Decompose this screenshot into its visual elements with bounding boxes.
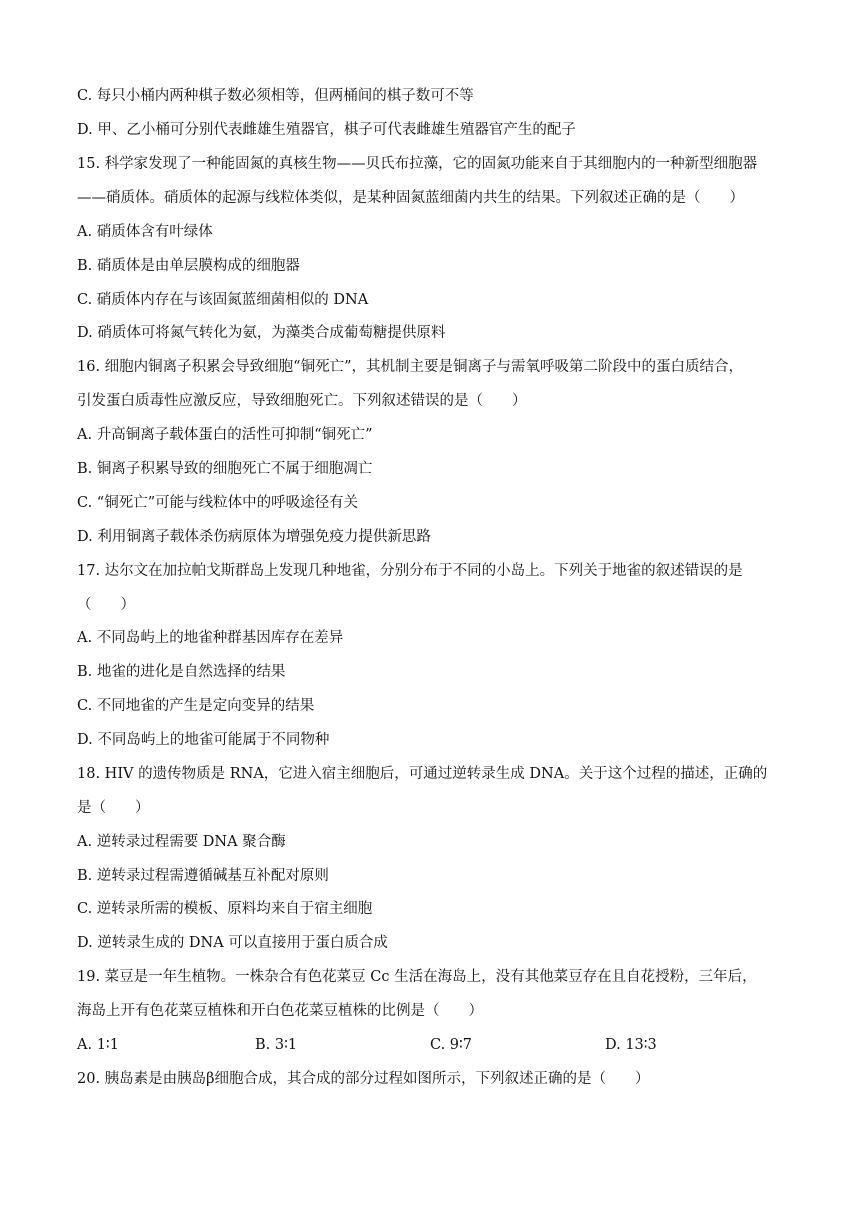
q15-stem-line-1: 15. 科学家发现了一种能固氮的真核生物——贝氏布拉藻，它的固氮功能来自于其细胞内的一种新型细胞器	[77, 156, 758, 172]
q18-stem-line-1: 18. HIV 的遗传物质是 RNA，它进入宿主细胞后，可通过逆转录生成 DNA。关于这个过程的描述，正确的	[77, 766, 768, 782]
q19-stem-line-1: 19. 菜豆是一年生植物。一株杂合有色花菜豆 Cc 生活在海岛上，没有其他菜豆存在且自花授粉，三年后，	[77, 969, 757, 985]
q18-stem-line-2: 是（ ）	[77, 800, 150, 816]
q17-stem-line-1: 17. 达尔文在加拉帕戈斯群岛上发现几种地雀，分别分布于不同的小岛上。下列关于地雀的叙述错误的是	[77, 563, 743, 579]
q15-stem-line-2: ——硝质体。硝质体的起源与线粒体类似，是某种固氮蓝细菌内共生的结果。下列叙述正确的是（ ）	[77, 190, 744, 206]
q17-stem-line-2: （ ）	[77, 597, 135, 613]
q14-option-c: C. 每只小桶内两种棋子数必须相等，但两桶间的棋子数可不等	[77, 88, 474, 104]
q15-option-a: A. 硝质体含有叶绿体	[77, 224, 213, 240]
q17-option-b: B. 地雀的进化是自然选择的结果	[77, 664, 286, 680]
q16-stem-line-2: 引发蛋白质毒性应激反应，导致细胞死亡。下列叙述错误的是（ ）	[77, 393, 527, 409]
q19-option-a: A. 1∶1	[77, 1037, 119, 1053]
q18-option-a: A. 逆转录过程需要 DNA 聚合酶	[77, 834, 286, 850]
q14-option-d: D. 甲、乙小桶可分别代表雌雄生殖器官，棋子可代表雌雄生殖器官产生的配子	[77, 122, 576, 138]
q16-option-a: A. 升高铜离子载体蛋白的活性可抑制“铜死亡”	[77, 427, 373, 443]
q19-option-d: D. 13∶3	[605, 1037, 657, 1053]
q17-option-d: D. 不同岛屿上的地雀可能属于不同物种	[77, 732, 330, 748]
q20-stem: 20. 胰岛素是由胰岛β细胞合成，其合成的部分过程如图所示，下列叙述正确的是（ ）	[77, 1071, 650, 1087]
q19-options-row	[77, 1035, 787, 1055]
q16-option-b: B. 铜离子积累导致的细胞死亡不属于细胞凋亡	[77, 461, 373, 477]
q16-stem-line-1: 16. 细胞内铜离子积累会导致细胞“铜死亡”，其机制主要是铜离子与需氧呼吸第二阶段中的蛋白质结合，	[77, 359, 743, 375]
q19-option-c: C. 9∶7	[430, 1037, 473, 1053]
q18-option-c: C. 逆转录所需的模板、原料均来自于宿主细胞	[77, 901, 373, 917]
q16-option-d: D. 利用铜离子载体杀伤病原体为增强免疫力提供新思路	[77, 529, 431, 545]
q15-option-b: B. 硝质体是由单层膜构成的细胞器	[77, 258, 300, 274]
q19-option-b: B. 3∶1	[255, 1037, 298, 1053]
q18-option-d: D. 逆转录生成的 DNA 可以直接用于蛋白质合成	[77, 935, 388, 951]
q19-stem-line-2: 海岛上开有色花菜豆植株和开白色花菜豆植株的比例是（ ）	[77, 1003, 483, 1019]
q15-option-d: D. 硝质体可将氮气转化为氨，为藻类合成葡萄糖提供原料	[77, 325, 446, 341]
q17-option-c: C. 不同地雀的产生是定向变异的结果	[77, 698, 315, 714]
q17-option-a: A. 不同岛屿上的地雀种群基因库存在差异	[77, 630, 344, 646]
q18-option-b: B. 逆转录过程需遵循碱基互补配对原则	[77, 868, 329, 884]
q15-option-c: C. 硝质体内存在与该固氮蓝细菌相似的 DNA	[77, 292, 369, 308]
q16-option-c: C. “铜死亡”可能与线粒体中的呼吸途径有关	[77, 495, 359, 511]
